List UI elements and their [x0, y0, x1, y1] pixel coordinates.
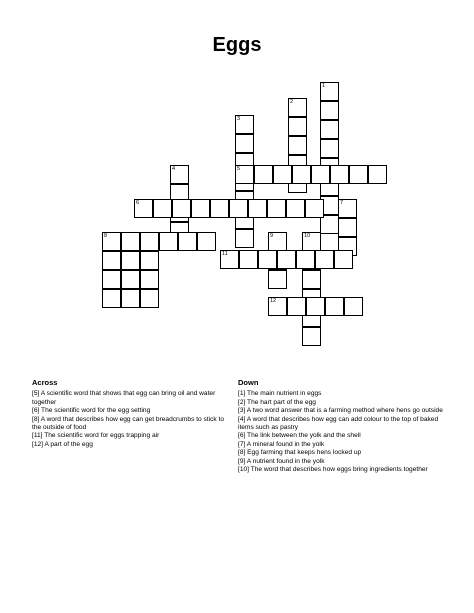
down-clue: [7] A mineral found in the yolk [238, 440, 325, 448]
grid-cell[interactable] [320, 101, 339, 120]
grid-cell[interactable] [140, 289, 159, 308]
clue-number: 8 [104, 233, 108, 239]
clue-number: 6 [136, 200, 140, 206]
down-clue: [3] A two word answer that is a farming method where hens go outside [238, 407, 443, 415]
grid-cell[interactable] [268, 232, 287, 251]
grid-cell[interactable] [302, 270, 321, 289]
grid-cell[interactable] [170, 165, 189, 184]
grid-cell[interactable] [320, 82, 339, 101]
grid-cell[interactable] [273, 165, 292, 184]
grid-cell[interactable] [235, 134, 254, 153]
grid-cell[interactable] [121, 251, 140, 270]
grid-cell[interactable] [286, 199, 305, 218]
grid-cell[interactable] [210, 199, 229, 218]
grid-cell[interactable] [330, 165, 349, 184]
clue-number: 2 [290, 99, 294, 105]
grid-cell[interactable] [315, 250, 334, 269]
grid-cell[interactable] [344, 297, 363, 316]
puzzle-title: Eggs [212, 34, 262, 56]
grid-cell[interactable] [302, 327, 321, 346]
grid-cell[interactable] [121, 289, 140, 308]
grid-cell[interactable] [338, 199, 357, 218]
grid-cell[interactable] [258, 250, 277, 269]
down-clue: [4] A word that describes how egg can add colour to the top of baked items such as pastry [238, 415, 439, 432]
clue-number: 12 [270, 298, 277, 304]
down-clues [238, 379, 444, 474]
grid-cell[interactable] [268, 270, 287, 289]
grid-cell[interactable] [229, 199, 248, 218]
grid-cell[interactable] [349, 165, 368, 184]
grid-cell[interactable] [302, 232, 321, 251]
grid-cell[interactable] [306, 297, 325, 316]
grid-cell[interactable] [140, 270, 159, 289]
clue-number: 9 [270, 233, 274, 239]
across-clue: [12] A part of the egg [32, 440, 93, 448]
across-clue-list [32, 390, 227, 449]
grid-cell[interactable] [320, 120, 339, 139]
grid-cell[interactable] [334, 250, 353, 269]
across-clue: [6] The scientific word for the egg setting [32, 407, 151, 415]
clue-number: 10 [304, 233, 311, 239]
grid-cell[interactable] [140, 251, 159, 270]
down-clue-list [238, 390, 444, 474]
grid-cell[interactable] [288, 98, 307, 117]
across-heading: Across [32, 378, 58, 387]
grid-cell[interactable] [197, 232, 216, 251]
grid-cell[interactable] [102, 289, 121, 308]
grid-cell[interactable] [320, 139, 339, 158]
down-clue: [2] The hart part of the egg [238, 398, 316, 406]
across-clue: [11] The scientific word for eggs trapping air [32, 432, 160, 440]
grid-cell[interactable] [235, 115, 254, 134]
grid-cell[interactable] [311, 165, 330, 184]
clue-number: 7 [340, 200, 344, 206]
grid-cell[interactable] [140, 232, 159, 251]
grid-cell[interactable] [277, 250, 296, 269]
down-clue: [10] The word that describes how eggs bring ingredients together [238, 466, 428, 474]
grid-cell[interactable] [288, 117, 307, 136]
clue-number: 1 [322, 83, 326, 89]
grid-cell[interactable] [121, 232, 140, 251]
down-clue: [8] Egg farming that keeps hens locked up [238, 449, 362, 457]
down-heading: Down [238, 378, 259, 387]
clue-number: 11 [222, 251, 228, 257]
grid-cell[interactable] [292, 165, 311, 184]
grid-cell[interactable] [368, 165, 387, 184]
across-clue: [8] A word that describes how egg can get breadcrumbs to stick to the outside of food [32, 415, 225, 432]
clue-number: 3 [237, 116, 241, 122]
grid-cell[interactable] [172, 199, 191, 218]
clue-number: 5 [237, 166, 241, 172]
grid-cell[interactable] [102, 251, 121, 270]
across-clues [32, 379, 227, 449]
grid-cell[interactable] [305, 199, 324, 218]
grid-cell[interactable] [153, 199, 172, 218]
grid-cell[interactable] [134, 199, 153, 218]
grid-cell[interactable] [159, 232, 178, 251]
grid-cell[interactable] [288, 136, 307, 155]
grid-cell[interactable] [239, 250, 258, 269]
grid-cell[interactable] [296, 250, 315, 269]
grid-cell[interactable] [102, 270, 121, 289]
grid-cell[interactable] [191, 199, 210, 218]
down-clue: [1] The main nutrient in eggs [238, 390, 322, 398]
down-clue: [6] The link between the yolk and the shell [238, 432, 361, 440]
grid-cell[interactable] [121, 270, 140, 289]
grid-cell[interactable] [220, 250, 239, 269]
grid-cell[interactable] [102, 232, 121, 251]
grid-cell[interactable] [287, 297, 306, 316]
grid-cell[interactable] [248, 199, 267, 218]
grid-cell[interactable] [267, 199, 286, 218]
grid-cell[interactable] [235, 165, 254, 184]
across-clue: [5] A scientific word that shows that egg can bring oil and water together [32, 390, 216, 406]
clue-number: 4 [172, 166, 176, 172]
grid-cell[interactable] [268, 297, 287, 316]
grid-cell[interactable] [254, 165, 273, 184]
grid-cell[interactable] [235, 229, 254, 248]
grid-cell[interactable] [178, 232, 197, 251]
grid-cell[interactable] [338, 218, 357, 237]
down-clue: [9] A nutrient found in the yolk [238, 457, 325, 465]
grid-cell[interactable] [325, 297, 344, 316]
